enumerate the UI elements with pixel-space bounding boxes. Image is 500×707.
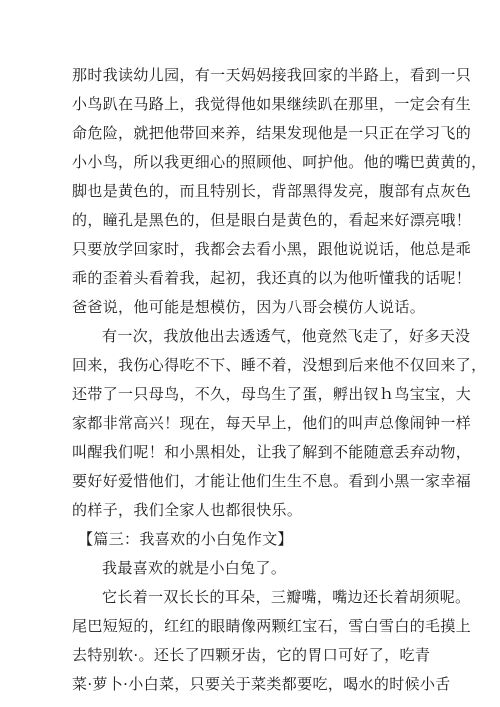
body-text-line: 叫醒我们呢！和小黑相处，让我了解到不能随意丢弃动物， bbox=[72, 443, 472, 461]
body-text-line: 脚也是黄色的，而且特别长，背部黑得发亮，腹部有点灰色 bbox=[72, 182, 472, 200]
body-text-line: 的样子，我们全家人也都很快乐。 bbox=[72, 501, 303, 519]
paragraph-first-line: 有一次，我放他出去透透气，他竟然飞走了，好多天没 bbox=[102, 327, 471, 345]
body-text-line: 尾巴短短的，红红的眼睛像两颗红宝石，雪白雪白的毛摸上 bbox=[72, 617, 472, 635]
body-text-line: 的，瞳孔是黑色的，但是眼白是黄色的，看起来好漂亮哦！ bbox=[72, 211, 472, 229]
body-text-line: 小小鸟，所以我更细心的照顾他、呵护他。他的嘴巴黄黄的， bbox=[72, 153, 487, 171]
section-heading: 【篇三：我喜欢的小白兔作文】 bbox=[78, 530, 293, 548]
body-text-line: 命危险，就把他带回来养，结果发现他是一只正在学习飞的 bbox=[72, 124, 472, 142]
body-text-line: 要好好爱惜他们，才能让他们生生不息。看到小黑一家幸福 bbox=[72, 472, 472, 490]
body-text-line: 小鸟趴在马路上，我觉得他如果继续趴在那里，一定会有生 bbox=[72, 95, 472, 113]
body-text-line: 乖的歪着头看着我，起初，我还真的以为他听懂我的话呢！ bbox=[72, 269, 472, 287]
paragraph-first-line: 我最喜欢的就是小白兔了。 bbox=[102, 559, 287, 577]
body-text-line: 回来，我伤心得吃不下、睡不着，没想到后来他不仅回来了， bbox=[72, 356, 487, 374]
paragraph-first-line: 它长着一双长长的耳朵，三瓣嘴，嘴边还长着胡须呢。 bbox=[102, 588, 471, 606]
body-text-line: 爸爸说，他可能是想模仿，因为八哥会模仿人说话。 bbox=[72, 298, 426, 316]
body-text-line: 家都非常高兴！现在，每天早上，他们的叫声总像闹钟一样 bbox=[72, 414, 472, 432]
body-text-line: 还带了一只母鸟，不久，母鸟生了蛋，孵出钗ｈ鸟宝宝，大 bbox=[72, 385, 472, 403]
body-text-line: 菜·萝卜·小白菜，只要关于菜类都要吃，喝水的时候小舌 bbox=[72, 675, 451, 693]
body-text-line: 只要放学回家时，我都会去看小黑，跟他说说话，他总是乖 bbox=[72, 240, 472, 258]
body-text-line: 去特别软·。还长了四颗牙齿，它的胃口可好了，吃青 bbox=[72, 646, 431, 664]
body-text-line: 那时我读幼儿园，有一天妈妈接我回家的半路上，看到一只 bbox=[72, 66, 472, 84]
